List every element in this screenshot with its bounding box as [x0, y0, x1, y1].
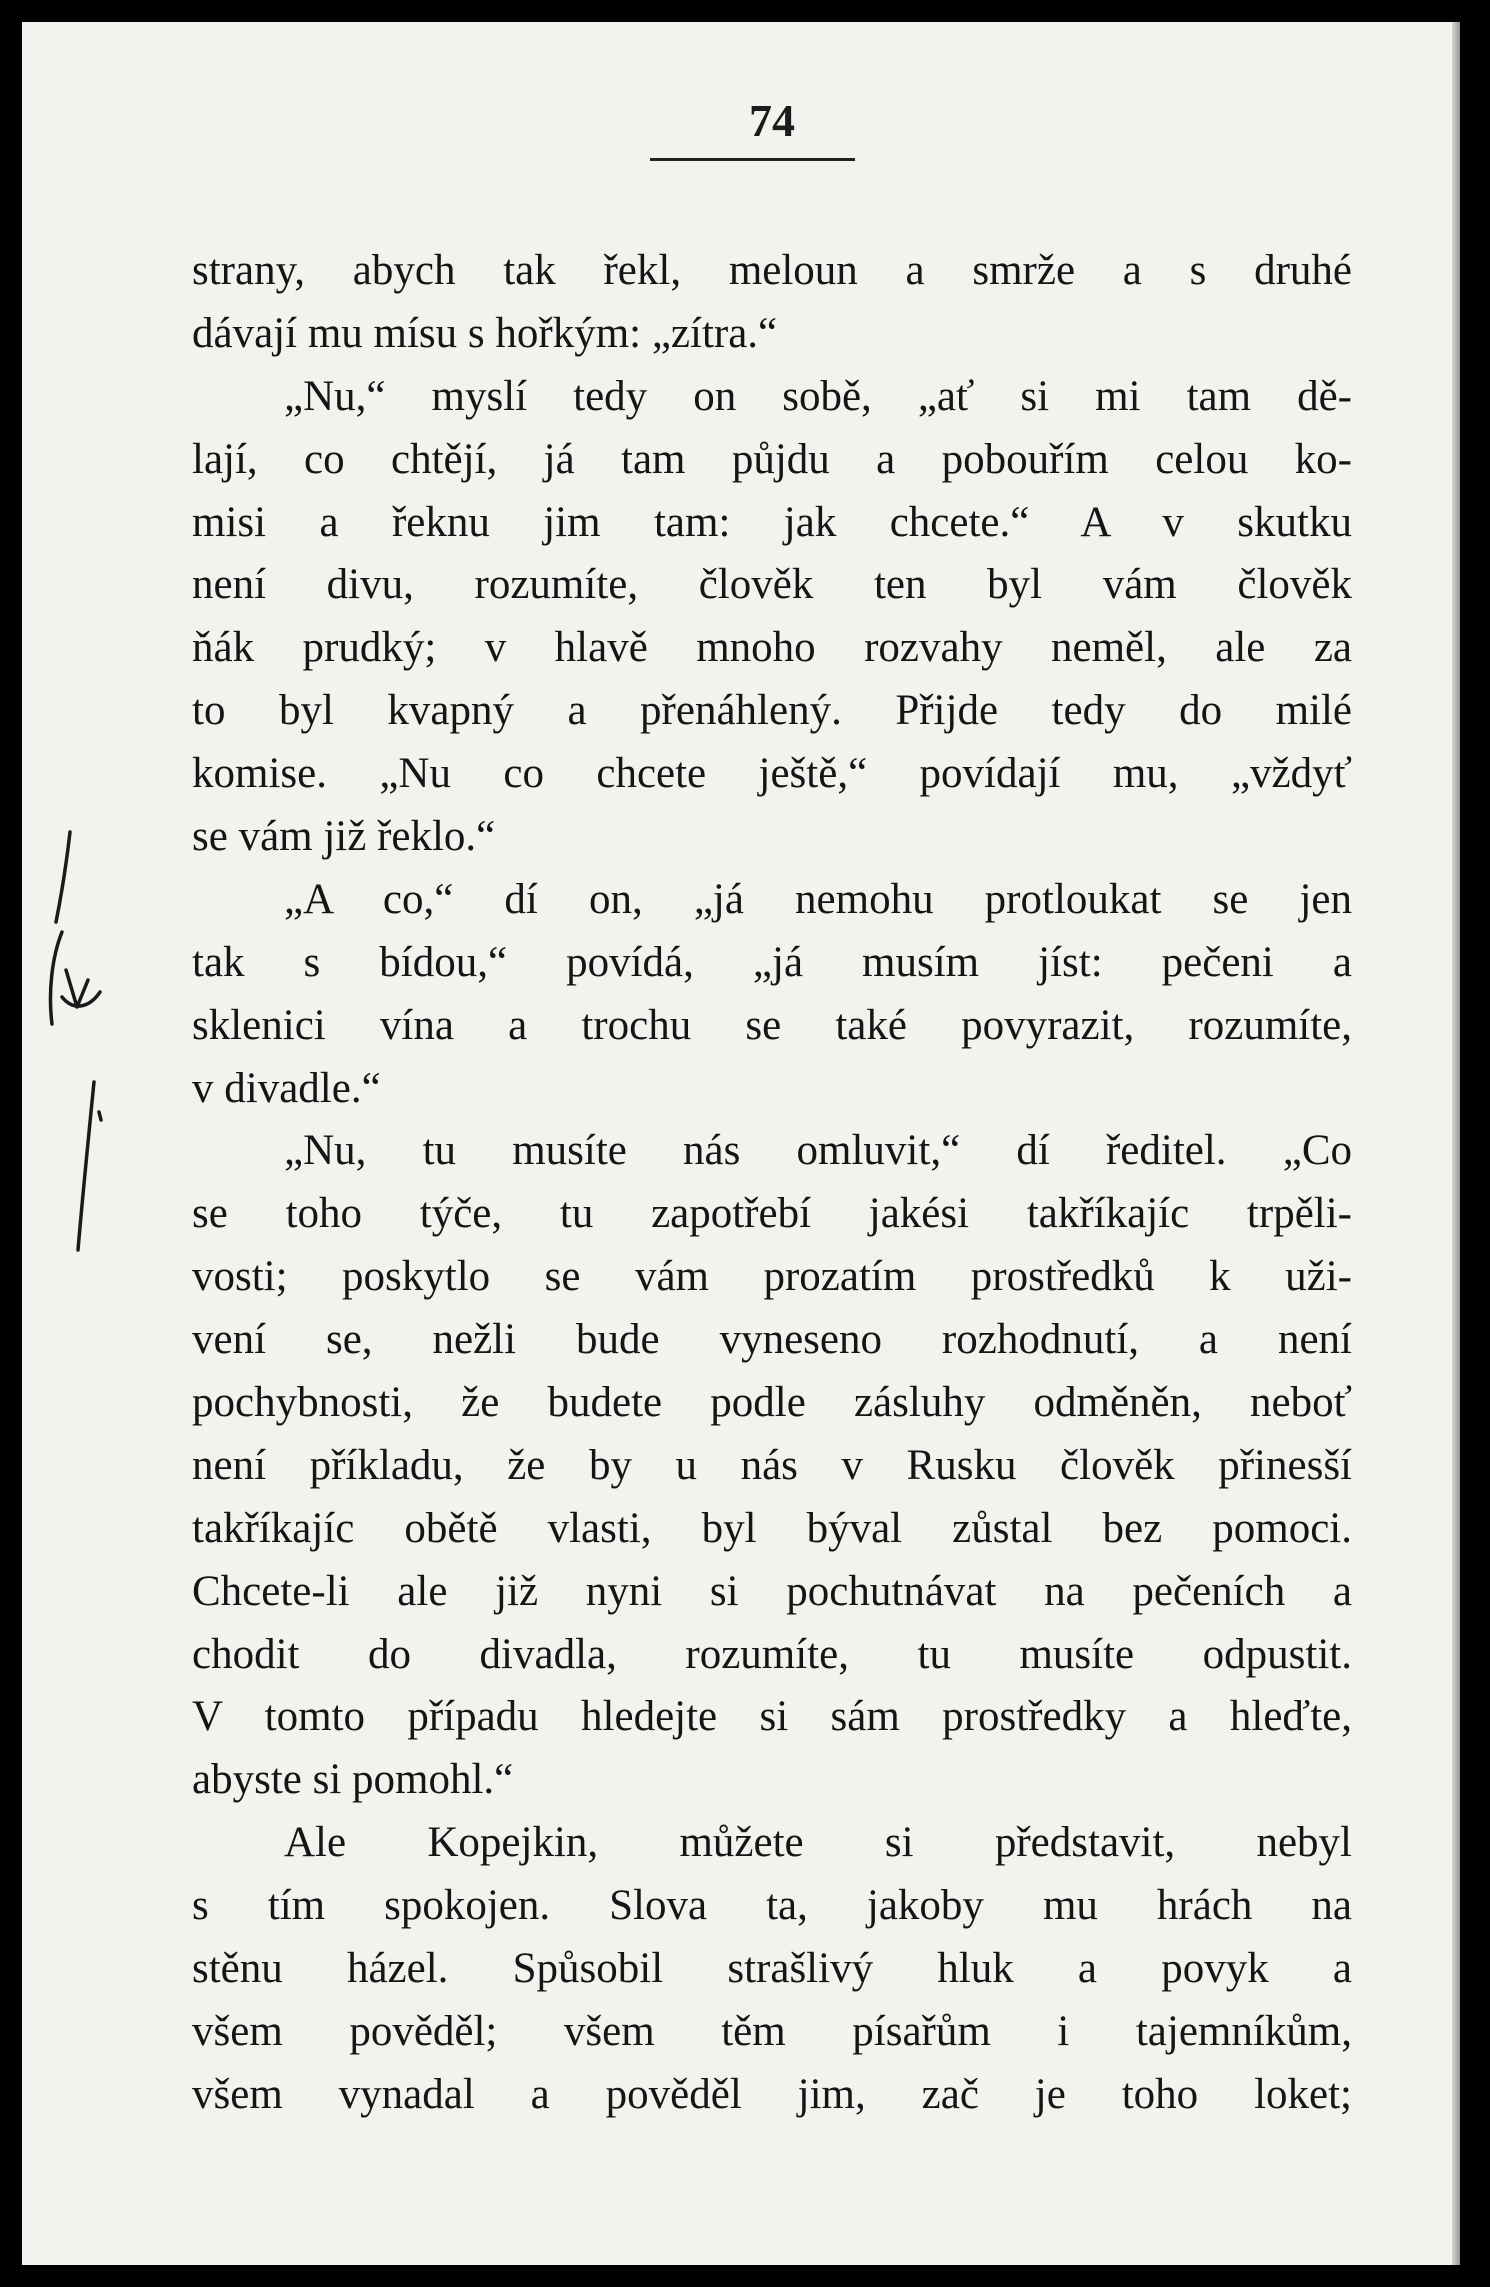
text-line: dávají mu mísu s hořkým: „zítra.“	[192, 309, 778, 357]
text-line: Chcete-li ale již nyni si pochutnávat na pečeních a	[192, 1567, 1352, 1615]
text-line: strany, abych tak řekl, meloun a smrže a s druhé	[192, 247, 1352, 294]
text-line: to byl kvapný a přenáhlený. Přijde tedy do milé	[192, 687, 1352, 735]
text-line: všem pověděl; všem těm písařům i tajemníkům,	[192, 2007, 1352, 2055]
text-line: Ale Kopejkin, můžete si představit, nebyl	[284, 1819, 1352, 1867]
page-edge-shadow	[1452, 22, 1460, 2265]
text-line: chodit do divadla, rozumíte, tu musíte odpustit.	[192, 1630, 1352, 1678]
text-line: lají, co chtějí, já tam půjdu a pobouřím celou ko-	[192, 435, 1352, 483]
text-line: není příkladu, že by u nás v Rusku člověk přinesší	[192, 1441, 1352, 1489]
text-line: abyste si pomohl.“	[192, 1756, 514, 1804]
page-number-underline	[650, 158, 855, 161]
text-line: tak s bídou,“ povídá, „já musím jíst: pečeni a	[192, 938, 1352, 986]
text-line: V tomto případu hledejte si sám prostředky a hleďte,	[192, 1693, 1352, 1741]
text-line: vení se, nežli bude vyneseno rozhodnutí, a není	[192, 1316, 1352, 1364]
text-line: není divu, rozumíte, člověk ten byl vám člověk	[192, 561, 1352, 609]
text-line: misi a řeknu jim tam: jak chcete.“ A v skutku	[192, 498, 1352, 546]
text-line: ňák prudký; v hlavě mnoho rozvahy neměl, ale za	[192, 624, 1352, 672]
text-line: všem vynadal a pověděl jim, zač je toho loket;	[192, 2070, 1352, 2118]
text-line: „A co,“ dí on, „já nemohu protloukat se jen	[284, 875, 1352, 923]
text-line: „Nu, tu musíte nás omluvit,“ dí ředitel. „Co	[284, 1127, 1352, 1175]
body-text	[192, 240, 1352, 2127]
text-line: v divadle.“	[192, 1064, 381, 1112]
text-line: komise. „Nu co chcete ještě,“ povídají mu, „vždyť	[192, 750, 1352, 798]
text-line: pochybnosti, že budete podle zásluhy odměněn, neboť	[192, 1379, 1352, 1427]
text-line: stěnu házel. Spůsobil strašlivý hluk a povyk a	[192, 1945, 1352, 1993]
text-line: takříkajíc obětě vlasti, byl býval zůstal bez pomoci.	[192, 1504, 1352, 1552]
text-line: „Nu,“ myslí tedy on sobě, „ať si mi tam dě-	[284, 372, 1352, 420]
text-line: vosti; poskytlo se vám prozatím prostředků k uži-	[192, 1253, 1352, 1301]
text-line: sklenici vína a trochu se také povyrazit, rozumíte,	[192, 1001, 1352, 1049]
text-line: se toho týče, tu zapotřebí jakési takříkajíc trpěli-	[192, 1190, 1352, 1238]
book-page	[22, 22, 1460, 2265]
text-line: s tím spokojen. Slova ta, jakoby mu hrách na	[192, 1882, 1352, 1930]
text-line: se vám již řeklo.“	[192, 813, 496, 861]
page-number: 74	[749, 95, 795, 146]
